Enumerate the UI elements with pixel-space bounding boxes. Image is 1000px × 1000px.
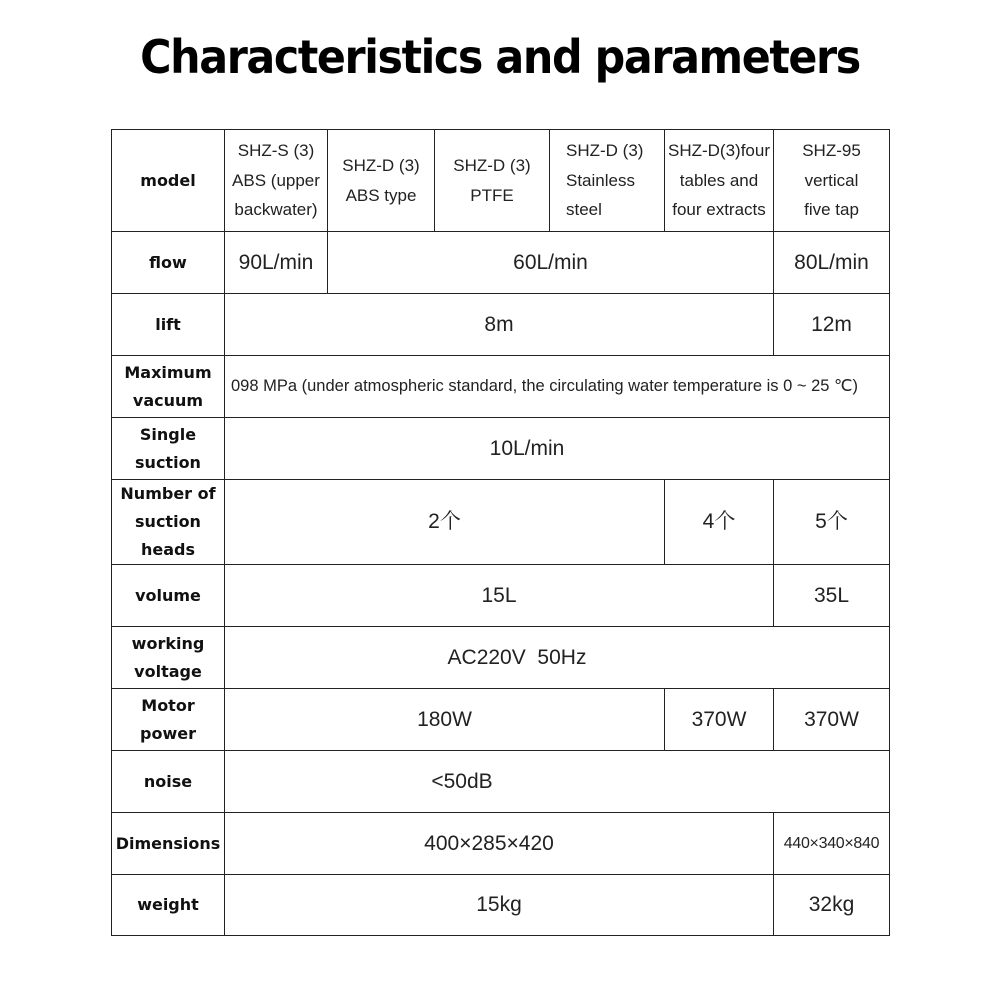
power-value-1: 180W (225, 689, 665, 751)
dimensions-value-1-text: 400×285×420 (424, 831, 554, 855)
row-label-model: model (112, 130, 225, 232)
table-row-suction (112, 418, 890, 480)
heads-value-1: 2个 (225, 480, 665, 565)
page-title: Characteristics and parameters (140, 30, 860, 84)
row-label-lift: lift (112, 294, 225, 356)
vacuum-value: 098 MPa (under atmospheric standard, the circulating water temperature is 0 ~ 25 ℃) (225, 356, 890, 418)
model-cell-6: SHZ-95 vertical five tap (774, 130, 890, 232)
table-row-model (112, 130, 890, 232)
table-row-noise (112, 751, 890, 813)
noise-value-text: <50dB (431, 769, 493, 793)
table-row-voltage (112, 627, 890, 689)
model-cell-3: SHZ-D (3) PTFE (435, 130, 550, 232)
parameters-table (111, 129, 890, 936)
power-value-2: 370W (665, 689, 774, 751)
flow-value-2: 60L/min (328, 232, 774, 294)
table-row-dimensions (112, 813, 890, 875)
model-cell-4: SHZ-D (3) Stainless steel (550, 130, 665, 232)
row-label-noise: noise (112, 751, 225, 813)
dimensions-value-2: 440×340×840 (774, 813, 890, 875)
table-row-heads (112, 480, 890, 565)
suction-value-text: 10L/min (489, 436, 565, 460)
row-label-vacuum: Maximum vacuum (112, 356, 225, 418)
power-value-3: 370W (774, 689, 890, 751)
volume-value-1: 15L (225, 565, 774, 627)
dimensions-value-1 (225, 813, 774, 875)
row-label-dimensions: Dimensions (112, 813, 225, 875)
lift-value-1: 8m (225, 294, 774, 356)
flow-value-1: 90L/min (225, 232, 328, 294)
table-row-volume (112, 565, 890, 627)
flow-value-3: 80L/min (774, 232, 890, 294)
voltage-value (225, 627, 890, 689)
model-cell-2: SHZ-D (3) ABS type (328, 130, 435, 232)
noise-value (225, 751, 890, 813)
heads-value-2: 4个 (665, 480, 774, 565)
row-label-suction: Single suction (112, 418, 225, 480)
table-row-flow (112, 232, 890, 294)
weight-value-1: 15kg (225, 875, 774, 936)
model-cell-5: SHZ-D(3)four tables and four extracts (665, 130, 774, 232)
voltage-value-text: AC220V 50Hz (447, 645, 587, 669)
row-label-weight: weight (112, 875, 225, 936)
row-label-power: Motor power (112, 689, 225, 751)
table-row-vacuum (112, 356, 890, 418)
model-cell-1: SHZ-S (3) ABS (upper backwater) (225, 130, 328, 232)
table-row-lift (112, 294, 890, 356)
weight-value-2: 32kg (774, 875, 890, 936)
lift-value-2: 12m (774, 294, 890, 356)
table-row-power (112, 689, 890, 751)
row-label-volume: volume (112, 565, 225, 627)
heads-value-3: 5个 (774, 480, 890, 565)
row-label-voltage: working voltage (112, 627, 225, 689)
table-row-weight (112, 875, 890, 936)
row-label-heads: Number of suction heads (112, 480, 225, 565)
row-label-flow: flow (112, 232, 225, 294)
suction-value (225, 418, 890, 480)
volume-value-2: 35L (774, 565, 890, 627)
